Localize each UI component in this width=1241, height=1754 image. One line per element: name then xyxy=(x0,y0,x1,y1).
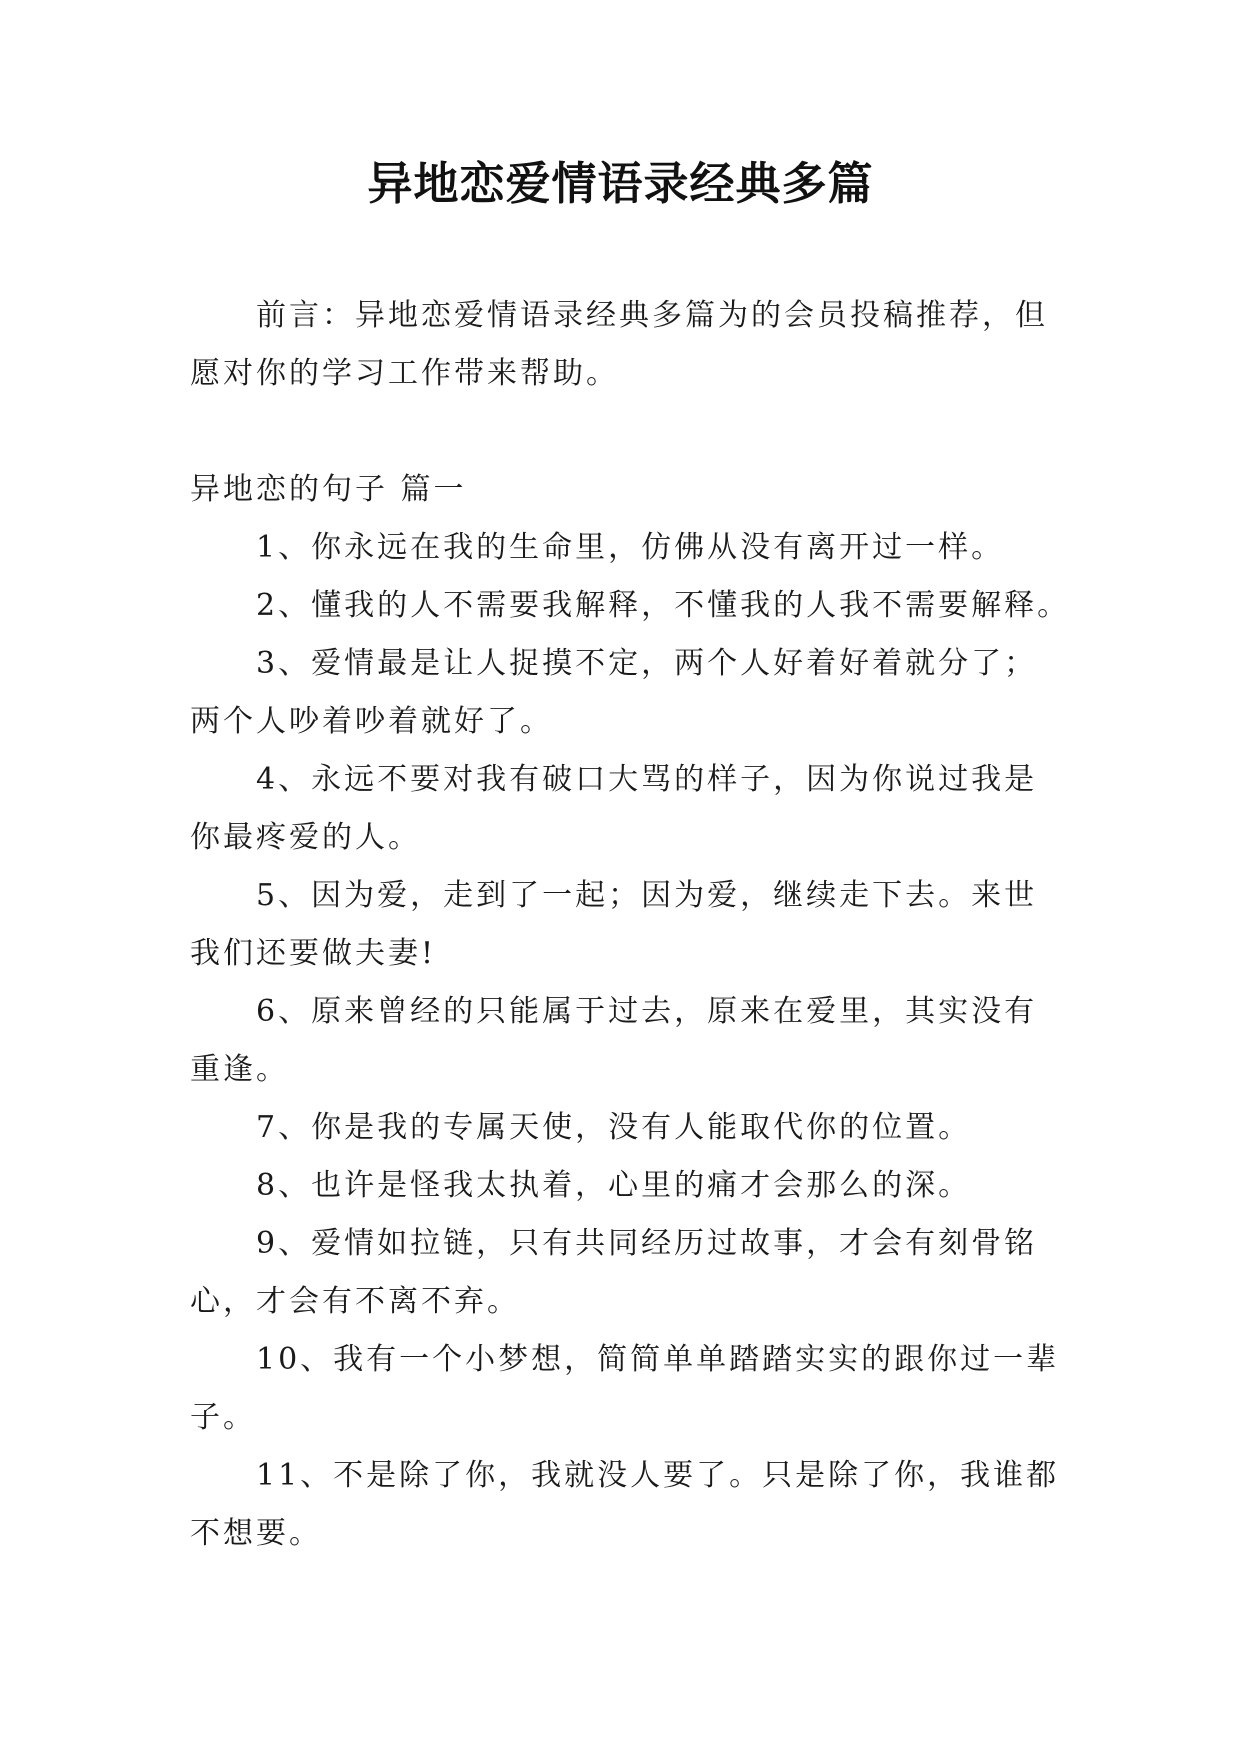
list-item-line: 3、爱情最是让人捉摸不定，两个人好着好着就分了； xyxy=(256,646,1038,681)
list-item xyxy=(190,867,1070,983)
section-heading: 异地恋的句子 篇一 xyxy=(190,472,467,507)
list-item-line: 10、我有一个小梦想，简简单单踏踏实实的跟你过一辈 xyxy=(256,1342,1060,1377)
list-item-line: 我们还要做夫妻! xyxy=(190,936,437,971)
list-item xyxy=(190,1157,1070,1215)
list-item-line: 7、你是我的专属天使，没有人能取代你的位置。 xyxy=(256,1110,972,1145)
list-item xyxy=(190,751,1070,867)
list-item-line: 8、也许是怪我太执着，心里的痛才会那么的深。 xyxy=(256,1168,972,1203)
preface-line: 愿对你的学习工作带来帮助。 xyxy=(190,356,619,391)
list-item xyxy=(190,635,1070,751)
blank-line xyxy=(190,403,1070,461)
list-item-line: 9、爱情如拉链，只有共同经历过故事，才会有刻骨铭 xyxy=(256,1226,1038,1261)
list-item xyxy=(190,577,1070,635)
list-item-line: 5、因为爱，走到了一起；因为爱，继续走下去。来世 xyxy=(256,878,1038,913)
document-body xyxy=(190,287,1070,1563)
list-item-line: 11、不是除了你，我就没人要了。只是除了你，我谁都 xyxy=(256,1458,1060,1493)
preface-paragraph xyxy=(190,287,1070,403)
list-item xyxy=(190,519,1070,577)
list-item xyxy=(190,983,1070,1099)
list-item-line: 6、原来曾经的只能属于过去，原来在爱里，其实没有 xyxy=(256,994,1038,1029)
list-item-line: 两个人吵着吵着就好了。 xyxy=(190,704,553,739)
list-item-line: 重逢。 xyxy=(190,1052,289,1087)
list-item-line: 2、懂我的人不需要我解释，不懂我的人我不需要解释。 xyxy=(256,588,1071,623)
list-item-line: 不想要。 xyxy=(190,1516,322,1551)
list-item-line: 1、你永远在我的生命里，仿佛从没有离开过一样。 xyxy=(256,530,1005,565)
list-item-line: 子。 xyxy=(190,1400,256,1435)
list-item xyxy=(190,1331,1070,1447)
list-item-line: 心，才会有不离不弃。 xyxy=(190,1284,520,1319)
list-item xyxy=(190,1215,1070,1331)
document-title: 异地恋爱情语录经典多篇 xyxy=(367,157,874,210)
quote-list xyxy=(190,519,1070,1563)
list-item-line: 你最疼爱的人。 xyxy=(190,820,421,855)
list-item xyxy=(190,1099,1070,1157)
list-item-line: 4、永远不要对我有破口大骂的样子，因为你说过我是 xyxy=(256,762,1038,797)
list-item xyxy=(190,1447,1070,1563)
preface-line: 前言：异地恋爱情语录经典多篇为的会员投稿推荐，但 xyxy=(256,298,1048,333)
